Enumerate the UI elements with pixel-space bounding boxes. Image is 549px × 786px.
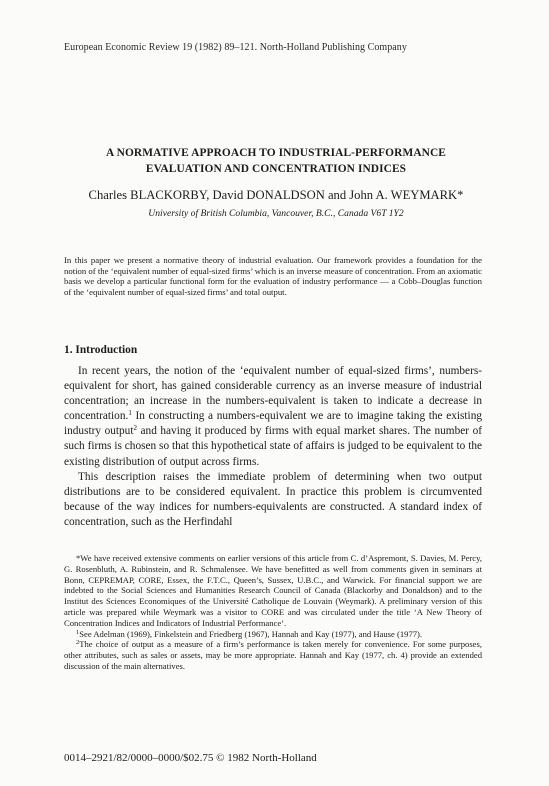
article-title-line-2: EVALUATION AND CONCENTRATION INDICES [145, 163, 407, 175]
article-title-line-1: A NORMATIVE APPROACH TO INDUSTRIAL-PERFORMANCE [105, 147, 446, 159]
footnotes [64, 553, 482, 672]
journal-citation: European Economic Review 19 (1982) 89–121. North-Holland Publishing Company [64, 42, 407, 53]
footnote-2-mark: 2 [76, 639, 80, 647]
footnote-1-mark: 1 [76, 628, 80, 636]
abstract: In this paper we present a normative theory of industrial evaluation. Our framework provides a foundation for the notion of the ‘equivalent number of equal-sized firms’ which is an inverse measure of concentration. From an axiomatic basis we develop a particular functional form for the evaluation of industry performance — a Cobb–Douglas function of the ‘equivalent number of equal-sized firms’ and total output. [64, 255, 482, 297]
body-paragraph-1-part-a: In recent years, the notion of the ‘equivalent number of equal-sized firms’, numbers-equivalent for short, has gained considerable currency as an inverse measure of industrial concentration; an increase in the numbers-equivalent is taken to indicate a decrease in concentration. [64, 365, 482, 423]
body-paragraph-1 [64, 364, 482, 470]
author-affiliation: University of British Columbia, Vancouver, B.C., Canada V6T 1Y2 [148, 208, 404, 219]
footnote-reference-1: 1 [128, 409, 132, 418]
issn-copyright-line: 0014–2921/82/0000–0000/$02.75 © 1982 North-Holland [64, 752, 317, 764]
footnote-acknowledgement: *We have received extensive comments on earlier versions of this article from C. d’Aspremont, S. Davies, M. Percy, G. Rosenbluth, A. Rubinstein, and R. Schmalensee. We have benefitted as well from comments given in seminars at Bonn, CEPREMAP, CORE, Essex, the F.T.C., Queen’s, Sussex, U.B.C., and Warwick. For financial support we are indebted to the Social Sciences and Humanities Research Council of Canada (Blackorby and Donaldson) and to the Institut des Sciences Economiques of the Université Catholique de Louvain (Weymark). A preliminary version of this article was prepared while Weymark was a visitor to CORE and was circulated under the title ‘A New Theory of Concentration Indices and Indicators of Industrial Performance’. [64, 553, 482, 628]
footnote-2-text: The choice of output as a measure of a firm’s performance is taken merely for convenience. For some purposes, other attributes, such as sales or assets, may be more appropriate. Hannah and Kay (1977, ch. 4) provide an extended discussion of the main alternatives. [64, 639, 482, 671]
section-heading: 1. Introduction [64, 344, 138, 356]
article-authors: Charles BLACKORBY, David DONALDSON and John A. WEYMARK* [88, 188, 464, 202]
footnote-reference-2: 2 [133, 424, 137, 433]
body-paragraph-1-part-b: In constructing a numbers-equivalent we are to imagine taking the existing industry output [64, 410, 482, 438]
footnote-1-text: See Adelman (1969), Finkelstein and Friedberg (1967), Hannah and Kay (1977), and Hause (1977). [79, 628, 423, 639]
footnote-1 [64, 629, 482, 640]
body-text [64, 364, 482, 530]
article-title [60, 145, 492, 177]
body-paragraph-1-part-c: and having it produced by firms with equal market shares. The number of such firms is chosen so that this hypothetical state of affairs is judged to be equivalent to the existing distribution of output across firms. [64, 425, 482, 468]
body-paragraph-2: This description raises the immediate problem of determining when two output distributions are to be considered equivalent. In practice this problem is circumvented because of the way indices for numbers-equivalents are constructed. A standard index of concentration, such as the Herfindahl [64, 470, 482, 528]
footnote-2 [64, 639, 482, 671]
